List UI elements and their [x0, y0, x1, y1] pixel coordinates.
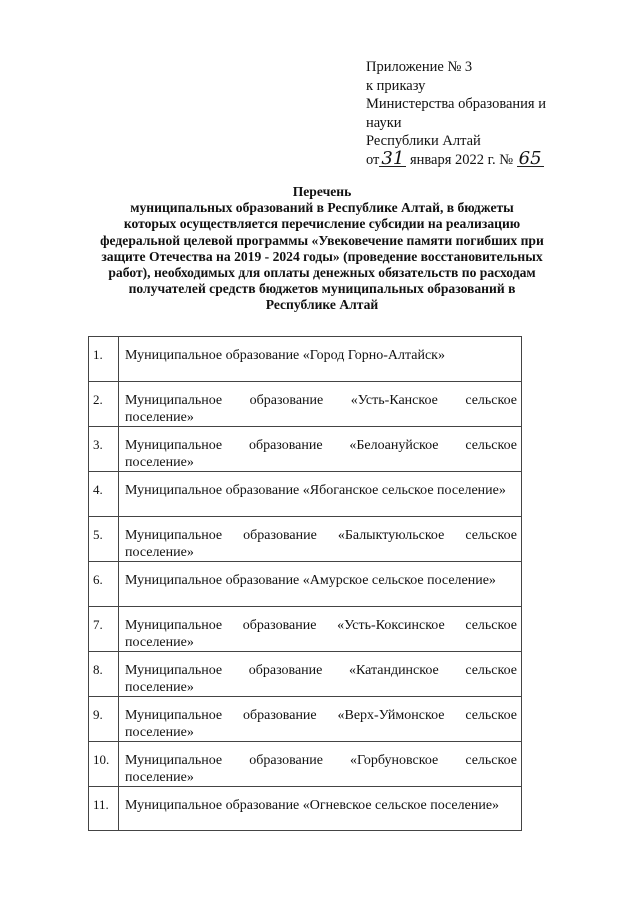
- date-rest: января 2022 г. №: [406, 151, 517, 168]
- municipality-name: Муниципальное образование «Горбуновское сельское поселение»: [125, 753, 517, 785]
- appendix-line: науки: [366, 114, 402, 131]
- row-number: 2.: [89, 382, 119, 426]
- handwritten-order-number: 65: [518, 147, 542, 169]
- municipality-name: Муниципальное образование «Усть-Канское сельское поселение»: [125, 393, 517, 425]
- document-title: [96, 184, 548, 314]
- municipality-name: Муниципальное образование «Балыктуюльское сельское поселение»: [125, 528, 517, 560]
- row-number: 9.: [89, 697, 119, 741]
- table-row: [89, 696, 521, 741]
- table-row: [89, 336, 521, 381]
- row-number: 5.: [89, 517, 119, 561]
- date-prefix: от: [366, 151, 380, 168]
- table-row: [89, 651, 521, 696]
- table-row: [89, 606, 521, 651]
- appendix-line: Приложение № 3: [366, 59, 473, 75]
- table-row: [89, 426, 521, 471]
- municipality-name: Муниципальное образование «Амурское сельское поселение»: [125, 573, 496, 588]
- row-number: 11.: [89, 787, 119, 830]
- handwritten-date-day: 31: [381, 147, 405, 169]
- appendix-line: Республики Алтай: [366, 133, 481, 149]
- title-line: муниципальных образований в Республике Алтай, в бюджеты: [130, 200, 514, 216]
- order-date-line: [366, 147, 606, 170]
- row-number: 8.: [89, 652, 119, 696]
- municipality-name: Муниципальное образование «Катандинское сельское поселение»: [125, 663, 517, 695]
- appendix-line: Министерства образования и: [366, 96, 546, 112]
- municipality-name: Муниципальное образование «Белоануйское сельское поселение»: [125, 438, 517, 470]
- row-number: 7.: [89, 607, 119, 651]
- row-number: 1.: [89, 337, 119, 381]
- title-line: защите Отечества на 2019 - 2024 годы» (проведение восстановительных: [101, 248, 543, 264]
- municipality-name: Муниципальное образование «Усть-Коксинское сельское поселение»: [125, 618, 517, 650]
- title-line: Перечень: [292, 184, 352, 199]
- title-line: которых осуществляется перечисление субсидии на реализацию: [123, 216, 521, 232]
- municipality-name: Муниципальное образование «Огневское сельское поселение»: [125, 798, 500, 813]
- row-number: 6.: [89, 562, 119, 606]
- row-number: 4.: [89, 472, 119, 516]
- table-row: [89, 561, 521, 606]
- row-number: 10.: [89, 742, 119, 786]
- municipality-table: [88, 336, 522, 831]
- table-row: [89, 471, 521, 516]
- title-line: получателей средств бюджетов муниципальных образований в: [128, 281, 516, 297]
- row-number: 3.: [89, 427, 119, 471]
- title-line: Республике Алтай: [265, 297, 379, 313]
- table-row: [89, 741, 521, 786]
- table-row: [89, 516, 521, 561]
- table-row: [89, 786, 521, 831]
- table-row: [89, 381, 521, 426]
- municipality-name: Муниципальное образование «Ябоганское сельское поселение»: [125, 483, 506, 498]
- municipality-name: Муниципальное образование «Верх-Уймонское сельское поселение»: [125, 708, 517, 740]
- appendix-line: к приказу: [366, 77, 426, 94]
- title-line: федеральной целевой программы «Увековечение памяти погибших при: [100, 232, 544, 248]
- municipality-name: Муниципальное образование «Город Горно-Алтайск»: [125, 348, 445, 363]
- title-line: работ), необходимых для оплаты денежных обязательств по расходам: [108, 265, 536, 281]
- appendix-block: [366, 58, 606, 169]
